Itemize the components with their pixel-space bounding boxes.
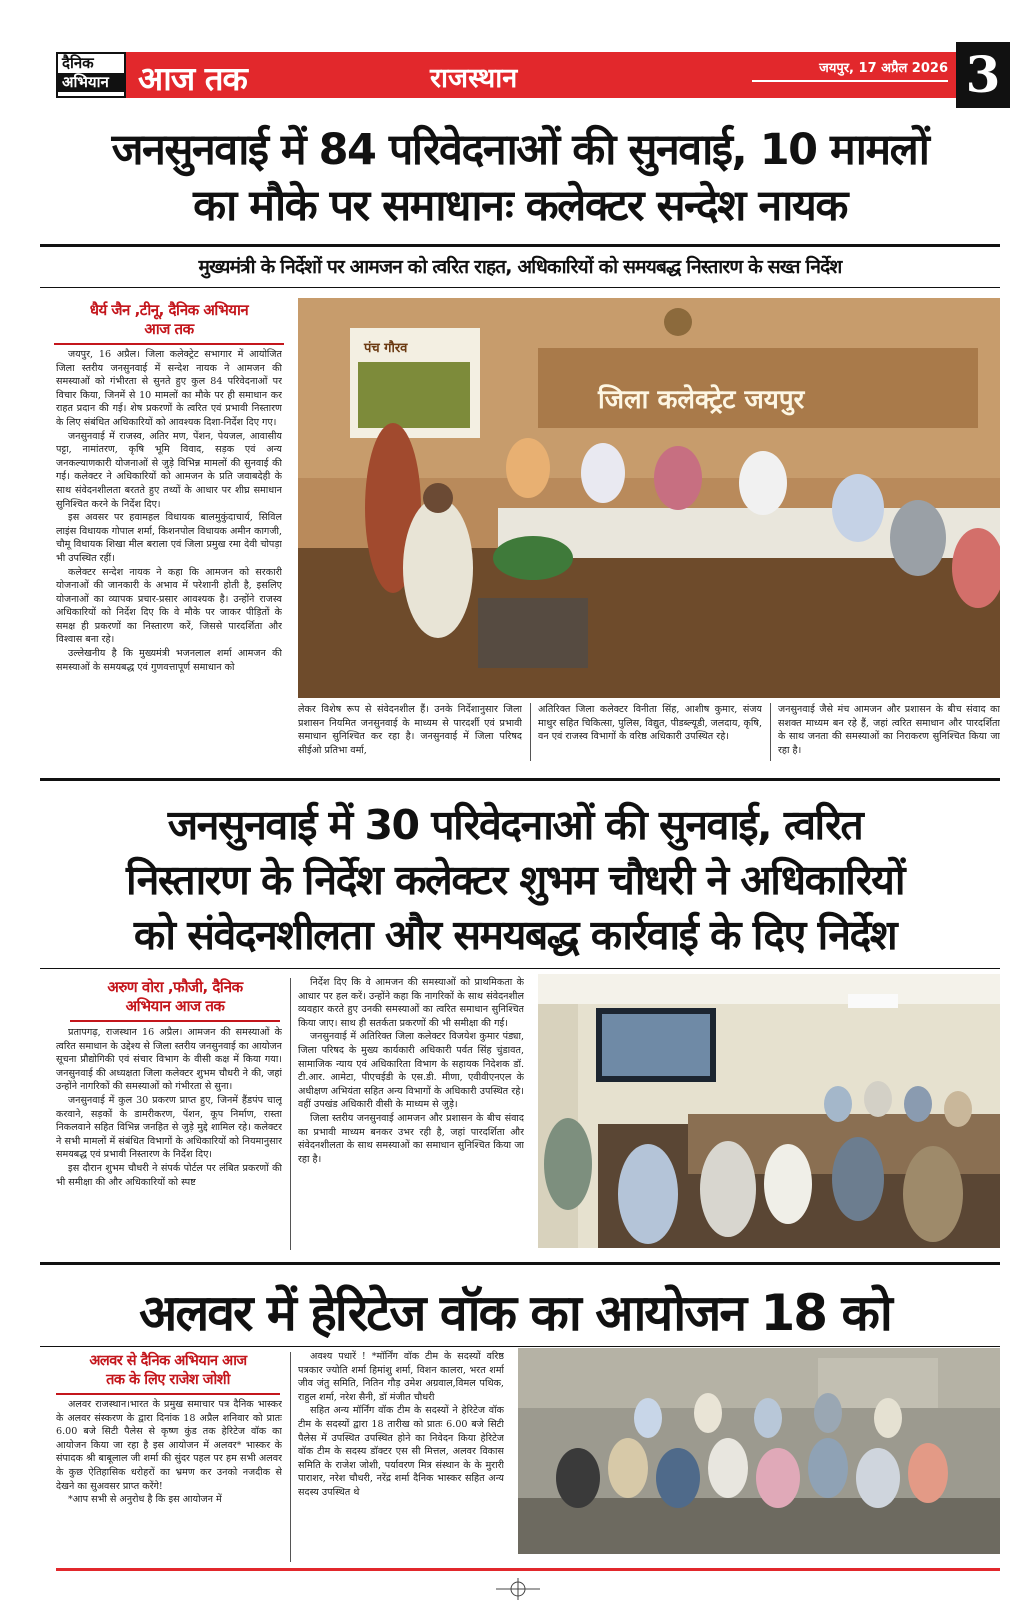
story-separator [40,1262,1000,1265]
story1-headline-line2: का मौके पर समाधानः कलेक्टर सन्देश नायक [193,181,847,231]
story1-column-2: लेकर विशेष रूप से संवेदनशील हैं। उनके निर्देशानुसार जिला प्रशासन नियमित जनसुनवाई के माध्यम से पारदर्शी एवं प्रभावी समाधान सुनिश्चित कर रहा है। जनसुनवाई में जिला परिषद सीईओ प्रतिभा वर्मा, [298,704,522,756]
page-number: 3 [956,42,1010,108]
column-divider [290,978,291,1250]
story2-column-2 [298,976,524,1252]
story2-byline-rule [70,1020,280,1022]
story2-col1-para: इस दौरान शुभम चौधरी ने संपर्क पोर्टल पर लंबित प्रकरणों की भी समीक्षा की और अधिकारियों को स्पष्ट [56,1162,282,1188]
dateline: जयपुर, 17 अप्रैल 2026 [819,61,948,76]
newspaper-logo [56,52,126,98]
story1-byline-line1: धैर्य जैन ,टीनू, दैनिक अभियान [89,301,249,319]
story1-photo-illustration [298,298,1000,698]
story1-rule-top [40,244,1000,247]
story1-byline-line2: आज तक [144,320,194,338]
story3-column-2 [298,1350,504,1562]
story1-col1-para: जनसुनवाई में राजस्व, अतिर मण, पेंशन, पेयजल, आवासीय पट्टा, नामांतरण, कृषि भूमि विवाद, सड़क एवं अन्य जनकल्याणकारी योजनाओं से जुड़े विभिन्न मामलों की सुनवाई की गई। कलेक्टर ने अधिकारियों को आमजन के प्रति जवाबदेही के साथ संवेदनशीलता बरतते हुए तथ्यों के आधार पर शीघ्र समाधान सुनिश्चित करने के निर्देश दिए। [56,430,282,510]
story2-col1-para: प्रतापगढ़, राजस्थान 16 अप्रैल। आमजन की समस्याओं के त्वरित समाधान के उद्देश्य से जिला स्तरीय जनसुनवाई का आयोजन सूचना प्रौद्योगिकी एवं संचार विभाग के वीसी कक्ष में किया गया। जनसुनवाई की अध्यक्षता जिला कलेक्टर शुभम चौधरी ने की, जहां उन्होंने नागरिकों की समस्याओं को गंभीरता से सुना। [56,1027,282,1093]
story1-column-4: जनसुनवाई जैसे मंच आमजन और प्रशासन के बीच संवाद का सशक्त माध्यम बन रहे हैं, जहां त्वरित समाधान और पारदर्शिता के साथ जनता की समस्याओं का निराकरण सुनिश्चित किया जा रहा है। [778,704,1000,756]
story1-headline-line1: जनसुनवाई में 84 परिवेदनाओं की सुनवाई, 10 मामलों [111,125,929,175]
story2-col2-para: जिला स्तरीय जनसुनवाई आमजन और प्रशासन के बीच संवाद का प्रभावी माध्यम बनकर उभर रही है, जहां पारदर्शिता और संवेदनशीलता के साथ समस्याओं का समाधान सुनिश्चित किया जा रहा है। [298,1112,524,1165]
story3-byline-rule [56,1393,280,1395]
story2-headline-line3: को संवेदनशीलता और समयबद्ध कार्रवाई के दिए निर्देश [133,911,897,959]
story3-rule [40,1346,1000,1347]
story3-byline-line1: अलवर से दैनिक अभियान आज [89,1353,247,1369]
dateline-rule [752,80,948,82]
story1-col1-para: जयपुर, 16 अप्रैल। जिला कलेक्ट्रेट सभागार में आयोजित जिला स्तरीय जनसुनवाई में सन्देश नायक ने आमजन की समस्याओं को गंभीरता से सुनते हुए कुल 84 परिवेदनाओं पर विचार किया, जिनमें से 10 मामलों का मौके पर ही समाधान कर राहत प्रदान की गई। शेष प्रकरणों के त्वरित एवं प्रभावी निस्तारण के लिए संबंधित अधिकारियों को आवश्यक दिशा-निर्देश दिए गए। [56,349,282,428]
section-title: राजस्थान [430,63,518,94]
story1-rule-sub [40,287,1000,288]
story3-col1-para: अलवर राजस्थान।भारत के प्रमुख समाचार पत्र दैनिक भास्कर के अलवर संस्करण के द्वारा दिनांक 18 अप्रैल शनिवार को प्रातः 6.00 बजे सिटी पैलेस से कृष्ण कुंड तक हेरिटेज वॉक का आयोजन किया जा रहा है इस आयोजन में अलवर* भास्कर के संपादक श्री बाबूलाल जी शर्मा की सुंदर पहल पर हम सभी अलवर के कुछ ऐतिहासिक धरोहरों का भ्रमण कर उनको नजदीक से देखने का सुअवसर प्राप्त करेंगे! [56,1399,282,1492]
story1-photo-jansunwai [298,298,1000,698]
story2-photo-vc-room [538,974,1000,1248]
story2-photo-illustration [538,974,1000,1248]
story2-headline [30,798,1000,963]
story1-column-3: अतिरिक्त जिला कलेक्टर विनीता सिंह, आशीष कुमार, संजय माथुर सहित चिकित्सा, पुलिस, विद्युत, पीडब्ल्यूडी, जलदाय, कृषि, वन एवं राजस्व विभागों के वरिष्ठ अधिकारी उपस्थित रहे। [538,704,762,743]
story2-byline-line2: अभियान आज तक [125,997,225,1015]
story2-headline-line2: निस्तारण के निर्देश कलेक्टर शुभम चौधरी ने अधिकारियों [125,856,904,904]
story1-byline-rule [54,343,284,345]
story2-col2-para: जनसुनवाई में अतिरिक्त जिला कलेक्टर विजयेश कुमार पंड्या, जिला परिषद के मुख्य कार्यकारी अधिकारी पर्वत सिंह चुंडावत, सामाजिक न्याय एवं अधिकारिता विभाग के सहायक निदेशक डॉ. टी.आर. आमेटा, पीएचईडी के एस.डी. मीणा, एवीवीएनएल के अधीक्षण अभियंता सहित अन्य विभागों के अधिकारी उपस्थित रहे। वहीं उपखंड अधिकारी वीसी के माध्यम से जुड़े। [298,1031,524,1111]
story1-byline [54,301,284,339]
story2-rule [40,968,1000,969]
logo-line-2: अभियान [58,73,124,92]
story2-byline-line1: अरुण वोरा ,फौजी, दैनिक [107,978,243,996]
story3-byline-line2: तक के लिए राजेश जोशी [106,1372,230,1388]
story3-byline [56,1352,280,1390]
story1-col1-para: कलेक्टर सन्देश नायक ने कहा कि आमजन को सरकारी योजनाओं की जानकारी के अभाव में परेशानी होती है, इसलिए योजनाओं का व्यापक प्रचार-प्रसार आवश्यक है। उन्होंने राजस्व अधिकारियों को निर्देश दिए कि वे मौके पर जाकर पीड़ितों के समक्ष ही प्रकरणों का निस्तारण करें, जिससे पारदर्शिता और विश्वास बना रहे। [56,566,282,646]
column-divider [290,1352,291,1562]
photo-sign-text: जिला कलेक्ट्रेट जयपुर [598,385,805,415]
page-footer-rule [56,1568,1000,1571]
story1-headline [40,122,1000,234]
registration-mark-icon [496,1578,540,1600]
brand-name: आज तक [138,59,247,98]
story2-col2-para: निर्देश दिए कि वे आमजन की समस्याओं को प्राथमिकता के आधार पर हल करें। उन्होंने कहा कि नागरिकों के साथ संवेदनशील व्यवहार करते हुए उनकी समस्याओं का त्वरित समाधान सुनिश्चित किया जाए। साथ ही सतर्कता प्रकरणों की भी समीक्षा की गई। [298,977,524,1029]
story2-headline-line1: जनसुनवाई में 30 परिवेदनाओं की सुनवाई, त्वरित [167,801,863,849]
registration-mark [496,1578,540,1600]
story3-col2-para: सहित अन्य मॉर्निंग वॉक टीम के सदस्यों ने हेरिटेज वॉक टीम के सदस्यों द्वारा 18 तारीख को प्रातः 6.00 बजे सिटी पैलेस में उपस्थित उपस्थित होने का निवेदन किया हेरिटेज वॉक टीम के सदस्य डॉक्टर एस सी मित्तल, अलवर विकास समिति के राजेश जोशी, पर्यावरण मित्र संस्थान के के मुरारी पाराशर, नरेश चौधरी, नरेंद्र शर्मा दैनिक भास्कर सहित अन्य सदस्य उपस्थित थे [298,1405,504,1498]
story3-col2-para: अवश्य पधारें ! *मॉर्निंग वॉक टीम के सदस्यों वरिष्ठ पत्रकार ज्योति शर्मा हिमांशु शर्मा, विशन कालरा, भरत शर्मा जीव जंतु समिति, नितिन गौड़ उमेश अग्रवाल,विमल पथिक, राहुल शर्मा, नरेश सैनी, डॉ मंजीत चौधरी [298,1351,504,1403]
story1-subhead: मुख्यमंत्री के निर्देशों पर आमजन को त्वरित राहत, अधिकारियों को समयबद्ध निस्तारण के सख्त निर्देश [198,256,842,278]
story3-photo-group [518,1348,1000,1554]
story3-headline: अलवर में हेरिटेज वॉक का आयोजन 18 को [139,1284,891,1342]
story3-column-1 [56,1398,282,1562]
story3-photo-illustration [518,1348,1000,1554]
story2-byline [70,978,280,1016]
story1-col1-para: इस अवसर पर हवामहल विधायक बालमुकुंदाचार्य, सिविल लाइंस विधायक गोपाल शर्मा, किशनपोल विधायक अमीन कागजी, चौमू विधायक शिखा मील बराला एवं जिला प्रमुख रमा देवी चोपड़ा भी उपस्थित रहीं। [56,512,282,564]
story1-column-1 [56,348,282,766]
story1-col1-para: उल्लेखनीय है कि मुख्यमंत्री भजनलाल शर्मा आमजन की समस्याओं के समयबद्ध एवं गुणवत्तापूर्ण समाधान को [56,648,282,673]
photo-banner-text: पंच गौरव [364,341,408,356]
column-divider [770,703,771,761]
story-separator [40,778,1000,781]
story3-col1-para: *आप सभी से अनुरोध है कि इस आयोजन में [68,1494,222,1506]
logo-line-1: दैनिक [62,54,94,72]
story2-col1-para: जनसुनवाई में कुल 30 प्रकरण प्राप्त हुए, जिनमें हैंडपंप चालू करवाने, सड़कों के डामरीकरण, पेंशन, कूप निर्माण, रास्ता निकलवाने सहित विभिन्न जनहित से जुड़े मुद्दे शामिल रहे। कलेक्टर ने सभी मामलों में संबंधित विभागों के अधिकारियों को नियमानुसार समयबद्ध एवं प्रभावी निस्तारण के निर्देश दिए। [56,1094,282,1161]
story2-column-1 [56,1026,282,1250]
column-divider [530,703,531,761]
